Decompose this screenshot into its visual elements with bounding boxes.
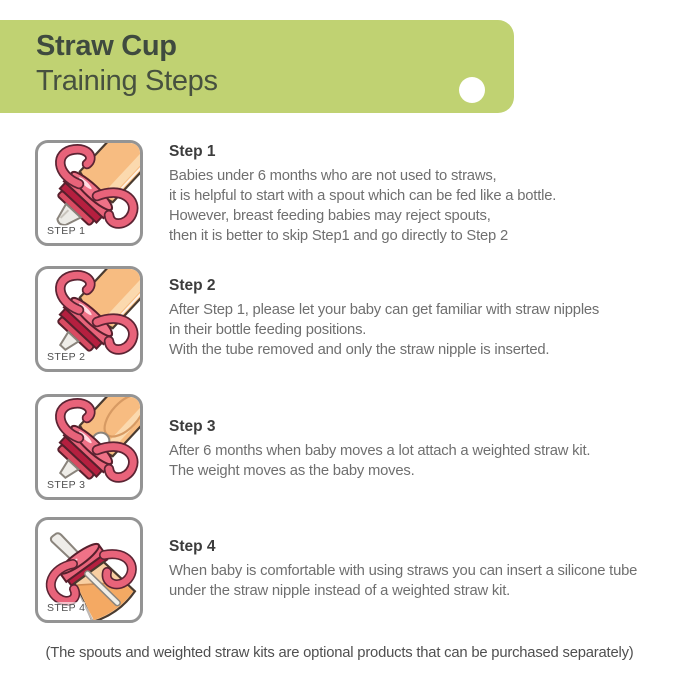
footnote: (The spouts and weighted straw kits are optional products that can be purchased separately) bbox=[45, 645, 634, 661]
step-3-frame-label: STEP 3 bbox=[47, 479, 86, 491]
step-4-thumbnail bbox=[35, 517, 143, 623]
step-2-thumbnail bbox=[35, 266, 143, 372]
page-title: Straw Cup bbox=[36, 30, 177, 62]
step-1-thumbnail bbox=[35, 140, 143, 246]
header-banner bbox=[0, 20, 514, 113]
step-3-text-block bbox=[169, 418, 590, 481]
step-4-line: under the straw nipple instead of a weighted straw kit. bbox=[169, 583, 511, 599]
step-1-line: then it is better to skip Step1 and go directly to Step 2 bbox=[169, 228, 509, 244]
step-2-line: in their bottle feeding positions. bbox=[169, 322, 367, 338]
step-4-line: When baby is comfortable with using straws you can insert a silicone tube bbox=[169, 563, 638, 579]
step-1-heading: Step 1 bbox=[169, 143, 216, 160]
step-1-frame-label: STEP 1 bbox=[47, 225, 86, 237]
step-2-text-block bbox=[169, 277, 599, 360]
step-2-line: With the tube removed and only the straw nipple is inserted. bbox=[169, 342, 550, 358]
step-1-text-block bbox=[169, 143, 556, 246]
step-2-frame-label: STEP 2 bbox=[47, 351, 86, 363]
page-subtitle: Training Steps bbox=[36, 65, 218, 97]
step-3-line: After 6 months when baby moves a lot attach a weighted straw kit. bbox=[169, 443, 591, 459]
step-3-line: The weight moves as the baby moves. bbox=[169, 463, 415, 479]
step-2-line: After Step 1, please let your baby can get familiar with straw nipples bbox=[169, 302, 600, 318]
step-1-line: Babies under 6 months who are not used to straws, bbox=[169, 168, 497, 184]
step-4-text-block bbox=[169, 538, 637, 601]
step-2-heading: Step 2 bbox=[169, 277, 216, 294]
step-4-frame-label: STEP 4 bbox=[47, 602, 86, 614]
step-3-thumbnail bbox=[35, 394, 143, 500]
step-1-line: However, breast feeding babies may reject spouts, bbox=[169, 208, 491, 224]
step-4-heading: Step 4 bbox=[169, 538, 216, 555]
hole-punch-circle bbox=[459, 77, 485, 103]
step-1-line: it is helpful to start with a spout which can be fed like a bottle. bbox=[169, 188, 557, 204]
step-3-heading: Step 3 bbox=[169, 418, 216, 435]
